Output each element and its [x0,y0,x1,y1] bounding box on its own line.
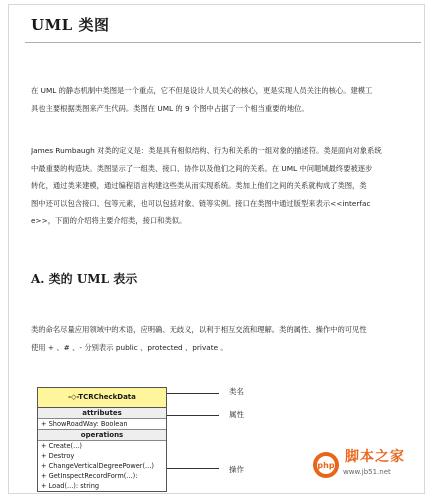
operations-callout-line [167,468,219,469]
uml-operation: + Create(...) [41,442,82,450]
watermark-text: 脚本之家 [345,449,405,465]
uml-attribute: + ShowRoadWay: Boolean [41,420,128,428]
paragraph-line: 图中还可以包含接口、包等元素，也可以包括对象、链等实例。接口在类图中通过版型来表示<<interfac [31,198,371,208]
svg-text:php: php [317,461,335,470]
uml-operation: + Load(...): string [41,482,100,490]
section-heading: A. 类的 UML 表示 [31,272,138,286]
paragraph-line: 中最重要的构造块。类图显示了一组类、接口、协作以及他们之间的关系。在 UML 中问题域最终要被逐步 [31,163,373,173]
document-page [8,4,425,494]
uml-operation: + Destroy [41,452,75,460]
watermark-url: www.jb51.net [343,468,391,476]
attributes-callout-label: 属性 [229,410,244,419]
uml-attributes-title: attributes [38,408,166,419]
page-title: UML 类图 [31,16,110,34]
attributes-callout-line [167,415,219,416]
class-name-callout-label: 类名 [229,387,244,396]
title-divider [25,42,421,43]
php-logo-icon [311,450,341,480]
paragraph-line: 类的命名尽量应用领域中的术语，应明确、无歧义，以利于相互交流和理解。类的属性、操作中的可见性 [31,325,367,334]
operations-callout-label: 操作 [229,465,244,474]
intro-paragraph [31,82,421,117]
uml-class-box [37,387,167,492]
uml-operation: + GetInspectRecordForm(...): [41,472,138,480]
class-name-callout-line [167,393,219,394]
naming-paragraph [31,321,421,356]
uml-class-name: -◇-TCRCheckData [38,388,166,408]
paragraph-line: 使用 + 、# 、- 分别表示 public 、protected 、private 。 [31,342,228,352]
definition-paragraph [31,142,421,230]
paragraph-line: 转化，通过类来建模，通过编程语言构建这些类从而实现系统。类加上他们之间的关系就构成了类图，类 [31,181,367,190]
site-watermark [311,446,421,486]
paragraph-line: e>>，下面的介绍将主要介绍类，接口和类似。 [31,216,187,225]
paragraph-line: 在 UML 的静态机制中类图是一个重点，它不但是设计人员关心的核心，更是实现人员关注的核心。建模工 [31,86,373,95]
paragraph-line: James Rumbaugh 对类的定义是：类是具有相似结构、行为和关系的一组对象的描述符。类是面向对象系统 [31,146,382,155]
uml-operations-title: operations [38,429,166,441]
uml-operation: + ChangeVerticalDegreePower(...) [41,462,154,470]
paragraph-line: 具也主要根据类图来产生代码。类图在 UML 的 9 个图中占据了一个相当重要的地位。 [31,103,309,113]
